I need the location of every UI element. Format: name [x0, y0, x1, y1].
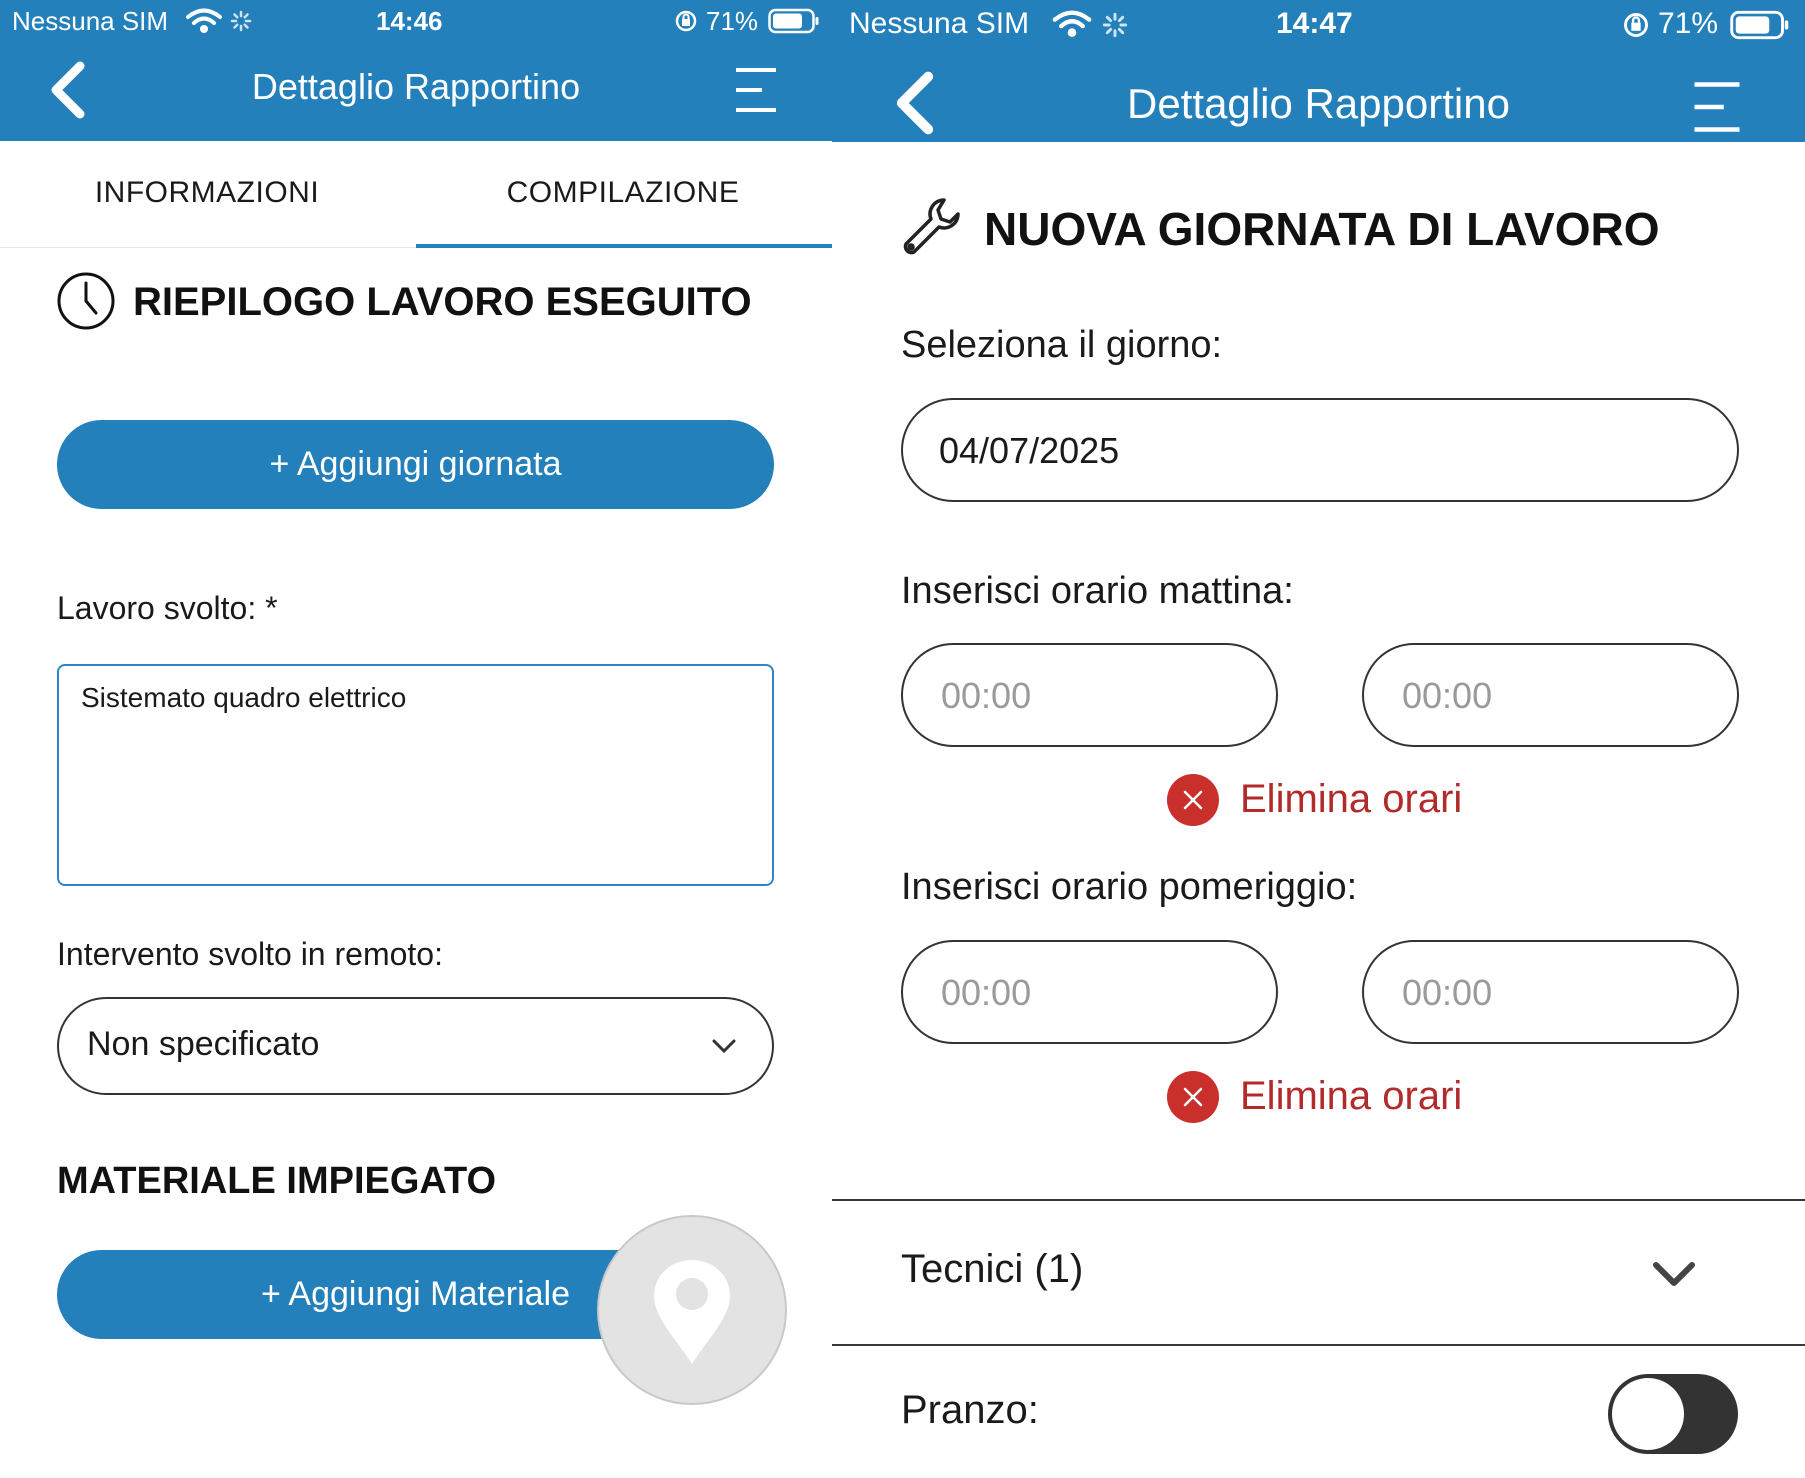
activity-spinner-icon	[1102, 12, 1128, 38]
morning-start-placeholder: 00:00	[941, 675, 1032, 716]
clock: 14:46	[376, 6, 443, 36]
status-bar	[0, 0, 832, 42]
technicians-row[interactable]	[832, 1201, 1805, 1344]
chevron-down-icon	[711, 1037, 737, 1055]
close-icon	[1181, 788, 1205, 812]
battery-percent: 71%	[1658, 7, 1719, 40]
left-screen	[0, 0, 832, 1478]
delete-morning-hours-link[interactable]: Elimina orari	[1240, 777, 1463, 821]
orientation-lock-icon	[1622, 11, 1650, 39]
orientation-lock-icon	[674, 9, 698, 33]
tab-informazioni[interactable]: INFORMAZIONI	[94, 176, 320, 209]
status-bar	[832, 0, 1805, 46]
right-screen	[832, 0, 1805, 1478]
material-section-title: MATERIALE IMPIEGATO	[57, 1160, 497, 1202]
afternoon-start-input[interactable]	[901, 940, 1278, 1044]
active-tab-indicator	[416, 244, 832, 248]
delete-morning-icon[interactable]	[1167, 774, 1219, 826]
day-date-value: 04/07/2025	[939, 430, 1120, 471]
battery-percent: 71%	[706, 6, 759, 36]
toggle-knob	[1612, 1378, 1684, 1450]
tab-compilazione[interactable]: COMPILAZIONE	[506, 176, 740, 209]
nav-bar	[0, 42, 832, 141]
tab-bar	[0, 141, 832, 248]
carrier-label: Nessuna SIM	[12, 6, 169, 36]
remote-intervention-select[interactable]	[57, 997, 774, 1095]
work-done-textarea[interactable]: Sistemato quadro elettrico	[57, 664, 774, 886]
activity-spinner-icon	[230, 10, 252, 32]
day-label: Seleziona il giorno:	[901, 324, 1223, 366]
battery-icon	[768, 8, 820, 34]
afternoon-hours-label: Inserisci orario pomeriggio:	[901, 866, 1358, 908]
wifi-icon	[186, 8, 222, 34]
nav-title: Dettaglio Rapportino	[1127, 80, 1510, 127]
morning-start-input[interactable]	[901, 643, 1278, 747]
lunch-toggle[interactable]	[1608, 1374, 1738, 1454]
carrier-label: Nessuna SIM	[849, 7, 1030, 40]
lunch-label: Pranzo:	[901, 1388, 1039, 1432]
lunch-row	[832, 1346, 1805, 1478]
add-day-button[interactable]: + Aggiungi giornata	[57, 420, 774, 509]
wrench-icon	[898, 194, 964, 260]
summary-section-title: RIEPILOGO LAVORO ESEGUITO	[133, 280, 752, 324]
remote-intervention-value: Non specificato	[87, 1025, 320, 1063]
afternoon-end-placeholder: 00:00	[1402, 972, 1493, 1013]
wifi-icon	[1052, 10, 1092, 38]
new-workday-title: NUOVA GIORNATA DI LAVORO	[984, 203, 1660, 255]
add-material-button[interactable]: + Aggiungi Materiale	[57, 1250, 774, 1339]
morning-hours-label: Inserisci orario mattina:	[901, 570, 1294, 612]
morning-end-input[interactable]	[1362, 643, 1739, 747]
delete-afternoon-icon[interactable]	[1167, 1071, 1219, 1123]
menu-icon[interactable]	[732, 66, 780, 114]
clock: 14:47	[1276, 7, 1353, 40]
nav-bar	[832, 46, 1805, 142]
clock-icon	[56, 271, 116, 331]
remote-intervention-label: Intervento svolto in remoto:	[57, 936, 443, 972]
nav-title: Dettaglio Rapportino	[251, 66, 581, 107]
day-date-input[interactable]	[901, 398, 1739, 502]
delete-afternoon-hours-link[interactable]: Elimina orari	[1240, 1074, 1463, 1118]
morning-end-placeholder: 00:00	[1402, 675, 1493, 716]
menu-icon[interactable]	[1690, 80, 1744, 134]
location-fab[interactable]	[597, 1215, 787, 1405]
chevron-down-icon	[1652, 1259, 1696, 1289]
close-icon	[1181, 1085, 1205, 1109]
battery-icon	[1730, 10, 1790, 40]
map-pin-icon	[650, 1256, 734, 1370]
afternoon-end-input[interactable]	[1362, 940, 1739, 1044]
afternoon-start-placeholder: 00:00	[941, 972, 1032, 1013]
work-done-label: Lavoro svolto: *	[57, 590, 278, 626]
technicians-label: Tecnici (1)	[901, 1247, 1084, 1291]
